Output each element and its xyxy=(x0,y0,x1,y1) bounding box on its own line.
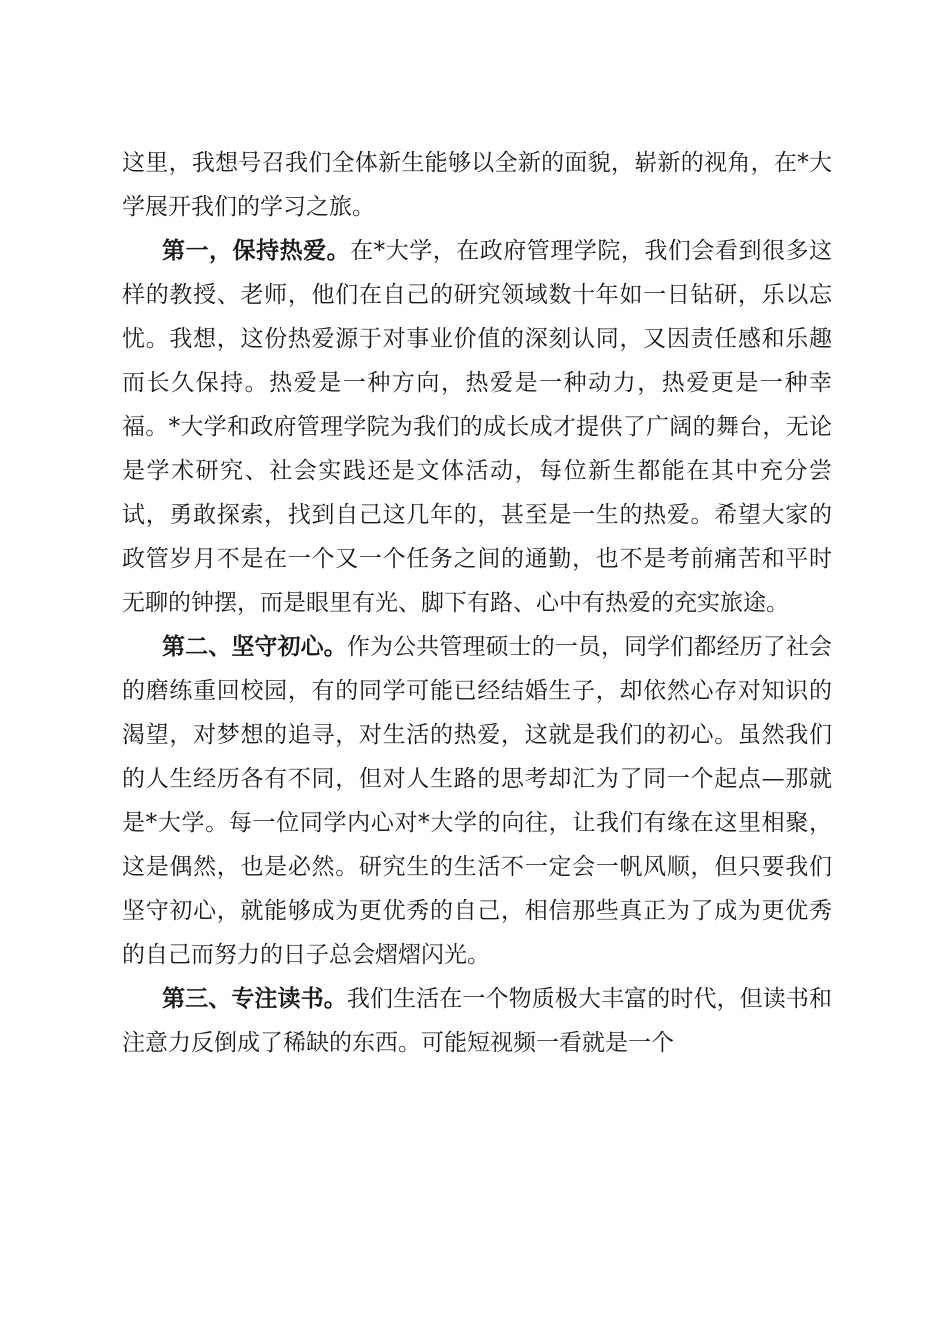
paragraph-heading: 第三、专注读书。 xyxy=(162,985,347,1012)
paragraph-text: 在*大学，在政府管理学院，我们会看到很多这样的教授、老师，他们在自己的研究领域数十年如一日钻研，乐以忘忧。我想，这份热爱源于对事业价值的深刻认同，又因责任感和乐趣而长久保持。热爱是一种方向，热爱是一种动力，热爱更是一种幸福。*大学和政府管理学院为我们的成长成才提供了广阔的舞台，无论是学术研究、社会实践还是文体活动，每位新生都能在其中充分尝试，勇敢探索，找到自己这几年的，甚至是一生的热爱。希望大家的政管岁月不是在一个又一个任务之间的通勤，也不是考前痛苦和平时无聊的钟摆，而是眼里有光、脚下有路、心中有热爱的充实旅途。 xyxy=(122,238,833,616)
paragraph-focus-reading xyxy=(122,977,832,1065)
document-body xyxy=(122,141,832,1065)
paragraph-original-aspiration xyxy=(122,625,832,977)
paragraph-text: 我们生活在一个物质极大丰富的时代，但读书和注意力反倒成了稀缺的东西。可能短视频一看就是一个 xyxy=(122,986,833,1056)
paragraph-text: 这里，我想号召我们全体新生能够以全新的面貌，崭新的视角，在*大学展开我们的学习之旅。 xyxy=(122,150,832,220)
paragraph-text: 作为公共管理硕士的一员，同学们都经历了社会的磨练重回校园，有的同学可能已经结婚生子，却依然心存对知识的渴望，对梦想的追寻，对生活的热爱，这就是我们的初心。虽然我们的人生经历各有不同，但对人生路的思考却汇为了同一个起点—那就是*大学。每一位同学内心对*大学的向往，让我们有缘在这里相聚，这是偶然，也是必然。研究生的生活不一定会一帆风顺，但只要我们坚守初心，就能够成为更优秀的自己，相信那些真正为了成为更优秀的自己而努力的日子总会熠熠闪光。 xyxy=(122,634,833,968)
paragraph-heading: 第一，保持热爱。 xyxy=(162,237,351,264)
paragraph-heading: 第二、坚守初心。 xyxy=(162,633,347,660)
paragraph-intro xyxy=(122,141,832,229)
paragraph-keep-passion xyxy=(122,229,832,625)
